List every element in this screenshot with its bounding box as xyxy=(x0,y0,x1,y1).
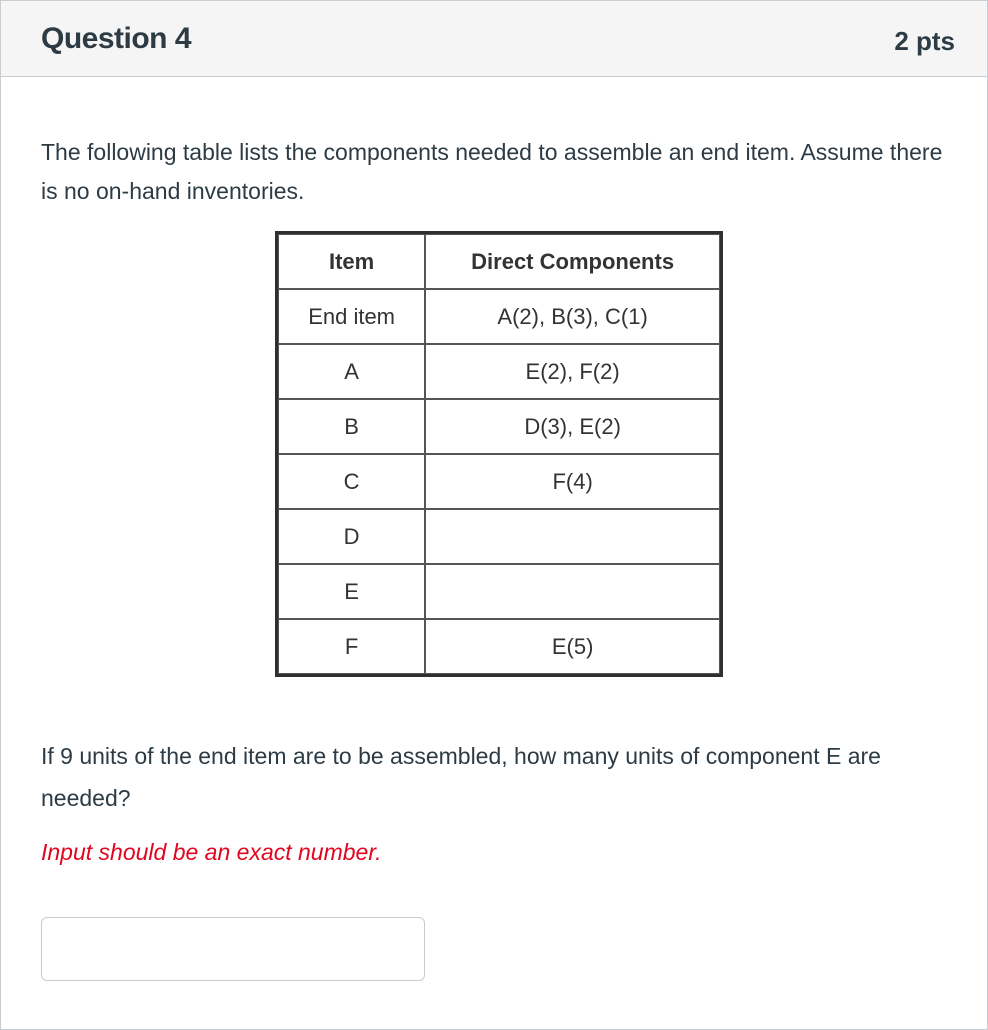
table-row xyxy=(278,619,720,674)
table-cell-components: D(3), E(2) xyxy=(425,399,720,454)
table-cell-components xyxy=(425,564,720,619)
table-row xyxy=(278,399,720,454)
table-cell-item: F xyxy=(278,619,425,674)
question-points: 2 pts xyxy=(894,26,955,56)
table-cell-components xyxy=(425,509,720,564)
table-cell-components: F(4) xyxy=(425,454,720,509)
input-hint: Input should be an exact number. xyxy=(41,839,382,865)
question-header xyxy=(1,1,987,77)
table-cell-item: End item xyxy=(278,289,425,344)
table-header-row xyxy=(278,234,720,289)
table-cell-item: D xyxy=(278,509,425,564)
table-cell-components: A(2), B(3), C(1) xyxy=(425,289,720,344)
table-cell-item: A xyxy=(278,344,425,399)
table-row xyxy=(278,289,720,344)
table-cell-item: B xyxy=(278,399,425,454)
question-intro: The following table lists the components needed to assemble an end item. Assume there is no on-hand inventories. xyxy=(41,139,943,204)
column-header-components: Direct Components xyxy=(425,234,720,289)
question-prompt: If 9 units of the end item are to be assembled, how many units of component E are needed? xyxy=(41,743,881,811)
table-row xyxy=(278,454,720,509)
question-title: Question 4 xyxy=(41,22,192,55)
table-row xyxy=(278,509,720,564)
bill-of-materials-table xyxy=(275,231,723,677)
column-header-item: Item xyxy=(278,234,425,289)
table-cell-item: E xyxy=(278,564,425,619)
answer-input[interactable] xyxy=(41,917,425,981)
table-row xyxy=(278,564,720,619)
table-cell-item: C xyxy=(278,454,425,509)
table-cell-components: E(5) xyxy=(425,619,720,674)
table-cell-components: E(2), F(2) xyxy=(425,344,720,399)
table-row xyxy=(278,344,720,399)
